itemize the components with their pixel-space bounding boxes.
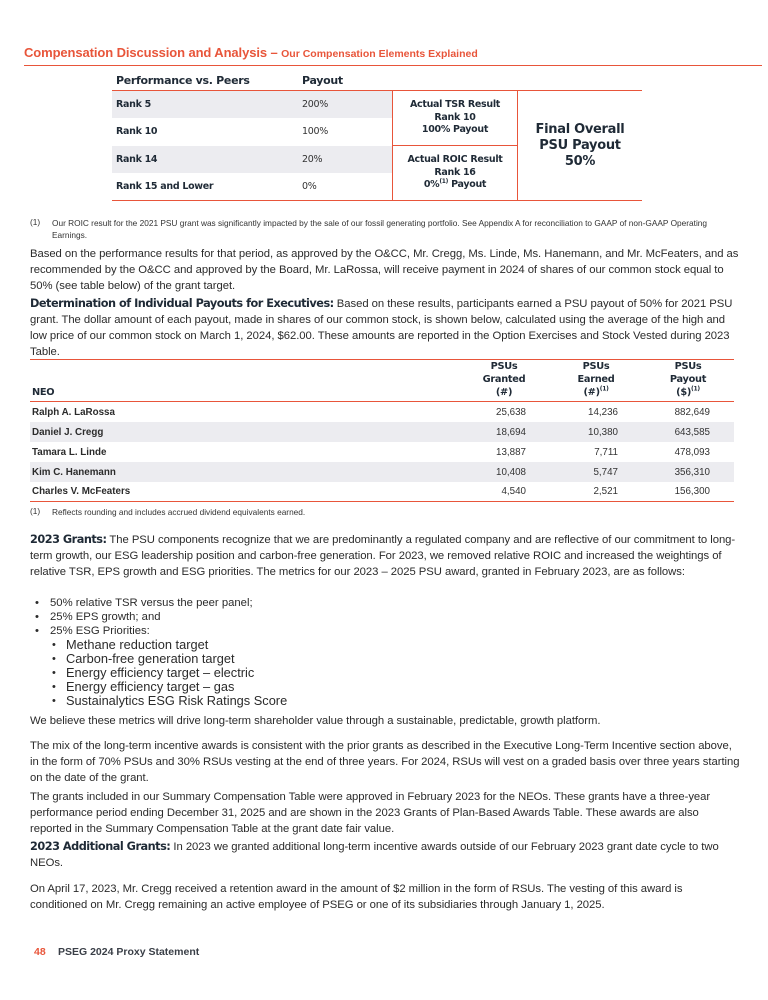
page-number: 48 xyxy=(34,946,46,958)
bullet-icon: • xyxy=(35,611,39,623)
list-item xyxy=(30,596,287,610)
list-item xyxy=(48,638,287,652)
final-label-2: PSU Payout xyxy=(539,137,621,153)
rank-cell: Rank 10 xyxy=(116,126,158,138)
footnote-ref: (1) xyxy=(439,178,449,186)
footnote-text: Reflects rounding and includes accrued dividend equivalents earned. xyxy=(52,507,306,517)
footnote-ref: (1) xyxy=(599,385,609,393)
subsection-title: Our Compensation Elements Explained xyxy=(281,48,478,60)
payout-cell: 882,649 xyxy=(674,406,710,418)
performance-results-paragraph: Based on the performance results for that period, as approved by the O&CC, Mr. Cregg, Ms. Linde, Ms. Hanemann, and Mr. McFeaters, and as recommended by the O&CC and approved by the Board, Mr. LaRossa, will receive payment in 2024 of shares of our common stock equal to 50% (see table below) of the grant target. xyxy=(30,248,739,292)
roic-result-payout xyxy=(424,179,486,192)
cregg-retention-paragraph: On April 17, 2023, Mr. Cregg received a retention award in the amount of $2 million in the form of RSUs. The vesting of this award is conditioned on Mr. Cregg remaining an active employee of PSEG or one of its subsidiaries through January 1, 2025. xyxy=(30,883,683,911)
payout-cell: 643,585 xyxy=(674,426,710,438)
footnote-number: (1) xyxy=(30,506,41,516)
footnote-ref: (1) xyxy=(691,385,700,393)
payout-cell: 100% xyxy=(302,126,328,138)
section-header xyxy=(24,44,762,66)
bullet-icon: • xyxy=(35,625,39,637)
table-row xyxy=(112,91,392,118)
list-item xyxy=(48,680,287,694)
table-row xyxy=(112,118,392,145)
list-item xyxy=(30,610,287,624)
grants-included-paragraph: The grants included in our Summary Compensation Table were approved in February 2023 for the NEOs. These grants have a three-year performance period ending December 31, 2025 and are shown in the 2023 Grants of Plan-Based Awards Table. These awards are also reported in the Summary Compensation Table at the grant date fair value. xyxy=(30,791,711,835)
bullet-icon: • xyxy=(52,639,56,651)
list-item-text: Sustainalytics ESG Risk Ratings Score xyxy=(66,693,288,708)
payout-cell: 356,310 xyxy=(674,466,710,478)
header-line xyxy=(642,386,734,399)
list-item xyxy=(48,666,287,680)
footnote-number: (1) xyxy=(30,217,41,227)
list-item xyxy=(30,624,287,638)
bullet-icon: • xyxy=(52,681,56,693)
grants-2023-paragraph xyxy=(30,532,742,580)
performance-vs-peers-table xyxy=(112,74,642,201)
granted-cell: 13,887 xyxy=(496,446,526,458)
neo-name: Ralph A. LaRossa xyxy=(32,406,115,418)
header-unit: (#) xyxy=(495,387,513,398)
header-line: Earned xyxy=(577,374,615,385)
column-header-earned xyxy=(550,360,642,399)
payout-cell: 0% xyxy=(302,180,317,192)
neo-name: Kim C. Hanemann xyxy=(32,466,116,478)
payout-cell: 200% xyxy=(302,99,328,111)
rank-cell: Rank 15 and Lower xyxy=(116,180,214,192)
granted-cell: 4,540 xyxy=(501,486,526,497)
list-item-text: Methane reduction target xyxy=(66,637,209,652)
list-item xyxy=(48,694,287,708)
final-payout-value: 50% xyxy=(564,153,596,169)
header-line xyxy=(458,386,550,399)
header-unit: (#) xyxy=(583,387,600,398)
header-line: PSUs xyxy=(582,361,610,372)
table-row xyxy=(30,422,734,442)
table-row xyxy=(112,173,392,200)
table-header xyxy=(30,360,734,402)
neo-name: Daniel J. Cregg xyxy=(32,426,104,438)
table-row xyxy=(30,482,734,502)
list-item-text: 25% EPS growth; and xyxy=(50,611,161,623)
tsr-result-cell xyxy=(393,91,517,146)
neo-payout-table xyxy=(30,359,734,502)
column-header-payout: Payout xyxy=(302,74,343,87)
header-line: Payout xyxy=(669,374,707,385)
paragraph-lead: Determination of Individual Payouts for Executives: xyxy=(30,297,334,310)
table-row xyxy=(30,402,734,422)
earned-cell: 2,521 xyxy=(593,486,618,497)
list-item-text: Energy efficiency target – electric xyxy=(66,665,255,680)
paragraph-lead: 2023 Additional Grants: xyxy=(30,840,171,853)
table-row xyxy=(30,442,734,462)
neo-name: Charles V. McFeaters xyxy=(32,486,131,497)
list-item-text: 50% relative TSR versus the peer panel; xyxy=(50,597,253,609)
determination-paragraph xyxy=(30,296,742,360)
paragraph-text: In 2023 we granted additional long-term incentive awards outside of our February 2023 grant date cycle to two NEOs. xyxy=(30,841,719,869)
neo-name: Tamara L. Linde xyxy=(32,446,107,458)
paragraph-lead: 2023 Grants: xyxy=(30,533,107,546)
tsr-result-payout: 100% Payout xyxy=(421,124,489,136)
paragraph-text: The PSU components recognize that we are predominantly a regulated company and are reflective of our commitment to long-term growth, our ESG leadership position and carbon-free generation. For 2023, we removed relative ROIC and increased the weightings of relative TSR, EPS growth and ESG priorities. The metrics for our 2023 – 2025 PSU award, granted in February 2023, are as follows: xyxy=(30,534,736,578)
table-row xyxy=(112,146,392,173)
header-separator: – xyxy=(266,45,282,60)
tsr-result-label: Actual TSR Result xyxy=(409,99,501,111)
granted-cell: 25,638 xyxy=(496,406,526,418)
tsr-result-rank: Rank 10 xyxy=(434,111,476,123)
granted-cell: 18,694 xyxy=(496,426,526,438)
additional-grants-paragraph xyxy=(30,839,742,871)
footnote xyxy=(30,217,720,241)
earned-cell: 14,236 xyxy=(588,406,618,418)
header-unit: ($) xyxy=(676,387,692,398)
roic-result-rank: Rank 16 xyxy=(434,166,476,178)
header-line: PSUs xyxy=(490,361,518,372)
paragraph-text: Based on these results, participants earned a PSU payout of 50% for 2021 PSU grant. The dollar amount of each payout, made in shares of our common stock, is shown below, calculated using the average of the high and low price of our common stock on March 1, 2024, $62.00. These amounts are reported in the Option Exercises and Stock Vested during 2023 Table. xyxy=(30,298,733,358)
believe-paragraph: We believe these metrics will drive long-term shareholder value through a sustainable, predictable, growth platform. xyxy=(30,715,601,727)
list-item-text: Carbon-free generation target xyxy=(66,651,235,666)
column-header-payout xyxy=(642,360,734,399)
rank-cell: Rank 14 xyxy=(116,153,158,165)
roic-result-cell xyxy=(393,146,517,200)
table-header xyxy=(112,74,642,90)
header-line: PSUs xyxy=(674,361,702,372)
list-item-text: Energy efficiency target – gas xyxy=(66,679,235,694)
column-header-granted xyxy=(458,360,550,399)
granted-cell: 10,408 xyxy=(496,466,526,478)
esg-priorities-list xyxy=(30,638,287,708)
mix-paragraph: The mix of the long-term incentive awards is consistent with the prior grants as described in the Executive Long-Term Incentive section above, in the form of 70% PSUs and 30% RSUs vesting at the end of three years. For 2024, RSUs will vest on a graded basis over three years starting on the date of the grant. xyxy=(30,740,740,784)
psu-metrics-list xyxy=(30,596,287,708)
bullet-icon: • xyxy=(52,653,56,665)
page-footer xyxy=(34,946,199,958)
earned-cell: 10,380 xyxy=(588,426,618,438)
earned-cell: 5,747 xyxy=(593,466,618,478)
rank-cell: Rank 5 xyxy=(116,99,151,111)
list-item xyxy=(48,652,287,666)
header-line: Granted xyxy=(482,374,526,385)
bullet-icon: • xyxy=(52,695,56,707)
final-label-1: Final Overall xyxy=(535,121,625,137)
list-item-text: 25% ESG Priorities: xyxy=(50,625,150,637)
section-title: Compensation Discussion and Analysis xyxy=(24,45,267,60)
earned-cell: 7,711 xyxy=(594,446,618,458)
payout-cell: 478,093 xyxy=(674,446,710,458)
header-line xyxy=(550,386,642,399)
column-header-neo: NEO xyxy=(32,387,55,398)
table-row xyxy=(30,462,734,482)
document-title: PSEG 2024 Proxy Statement xyxy=(58,946,200,958)
final-overall-payout-cell xyxy=(518,91,642,200)
payout-cell: 20% xyxy=(302,153,323,165)
roic-payout-value: 0% xyxy=(423,179,440,191)
footnote-text: Our ROIC result for the 2021 PSU grant was significantly impacted by the sale of our fossil generating portfolio. See Appendix A for reconciliation to GAAP of non-GAAP Operating Earnings. xyxy=(52,218,708,240)
roic-result-label: Actual ROIC Result xyxy=(407,154,503,166)
bullet-icon: • xyxy=(35,597,39,609)
column-header-performance: Performance vs. Peers xyxy=(116,74,250,87)
payout-cell: 156,300 xyxy=(674,486,710,497)
roic-payout-label: Payout xyxy=(448,179,487,191)
footnote xyxy=(30,506,305,518)
bullet-icon: • xyxy=(52,667,56,679)
